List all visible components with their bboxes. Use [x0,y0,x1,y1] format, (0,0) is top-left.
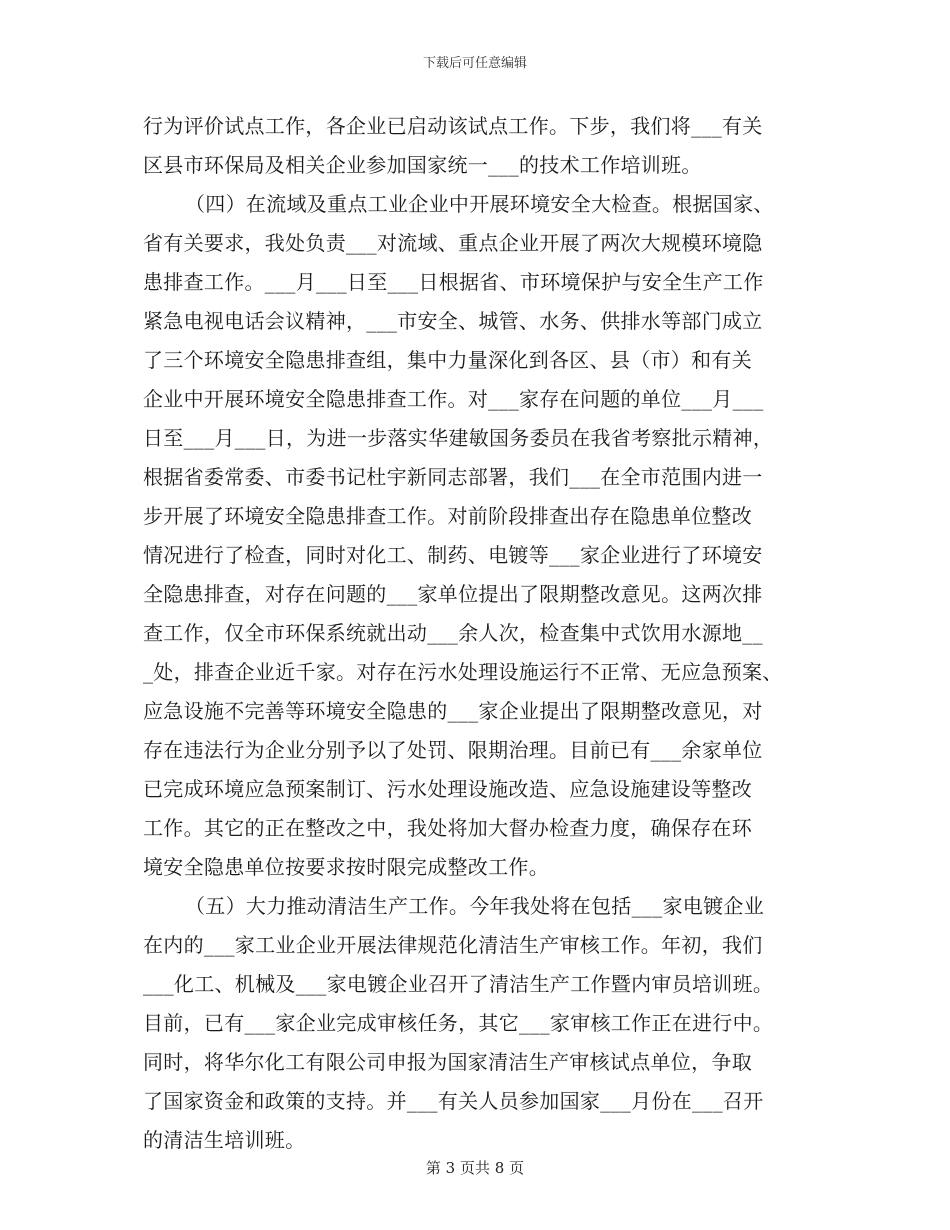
text-line: 查工作，仅全市环保系统就出动___余人次，检查集中式饮用水源地__ [143,621,763,645]
text-line: 境安全隐患单位按要求按时限完成整改工作。 [143,855,549,879]
text-line: 企业中开展环境安全隐患排查工作。对___家存在问题的单位___月___ [143,387,764,411]
text-line: 紧急电视电话会议精神，___市安全、城管、水务、供排水等部门成立 [143,309,763,333]
text-line: 步开展了环境安全隐患排查工作。对前阶段排查出存在隐患单位整改 [143,504,752,528]
paragraph-first-line: （四）在流域及重点工业企业中开展环境安全大检查。根据国家、 [185,192,774,216]
text-line: 区县市环保局及相关企业参加国家统一___的技术工作培训班。 [143,153,702,177]
text-line: 情况进行了检查，同时对化工、制药、电镀等___家企业进行了环境安 [143,543,763,567]
text-line: 的清洁生培训班。 [143,1128,306,1152]
page-footer: 第 3 页共 8 页 [425,1159,525,1177]
text-line: 同时，将华尔化工有限公司申报为国家清洁生产审核试点单位，争取 [143,1050,752,1074]
text-line: 根据省委常委、市委书记杜宇新同志部署，我们___在全市范围内进一 [143,465,763,489]
text-line: ___化工、机械及___家电镀企业召开了清洁生产工作暨内审员培训班。 [143,972,774,996]
text-line: 患排查工作。___月___日至___日根据省、市环境保护与安全生产工作 [143,270,764,294]
text-line: 了三个环境安全隐患排查组，集中力量深化到各区、县（市）和有关 [143,348,752,372]
text-line: _处，排查企业近千家。对存在污水处理设施运行不正常、无应急预案、 [143,660,783,684]
text-line: 目前，已有___家企业完成审核任务，其它___家审核工作正在进行中。 [143,1011,774,1035]
text-line: 在内的___家工业企业开展法律规范化清洁生产审核工作。年初，我们 [143,933,763,957]
text-line: 省有关要求，我处负责___对流域、重点企业开展了两次大规模环境隐 [143,231,763,255]
text-line: 已完成环境应急预案制订、污水处理设施改造、应急设施建设等整改 [143,777,752,801]
text-line: 存在违法行为企业分别予以了处罚、限期治理。目前已有___余家单位 [143,738,763,762]
text-line: 了国家资金和政策的支持。并___有关人员参加国家___月份在___召开 [143,1089,764,1113]
text-line: 全隐患排查，对存在问题的___家单位提出了限期整改意见。这两次排 [143,582,763,606]
text-line: 工作。其它的正在整改之中，我处将加大督办检查力度，确保存在环 [143,816,752,840]
text-line: 行为评价试点工作，各企业已启动该试点工作。下步，我们将___有关 [143,114,763,138]
text-line: 日至___月___日，为进一步落实华建敏国务委员在我省考察批示精神， [143,426,774,450]
page-header: 下载后可任意编辑 [422,56,527,71]
text-line: 应急设施不完善等环境安全隐患的___家企业提出了限期整改意见，对 [143,699,763,723]
document-body [143,107,815,1160]
paragraph-first-line: （五）大力推动清洁生产工作。今年我处将在包括___家电镀企业 [185,894,764,918]
